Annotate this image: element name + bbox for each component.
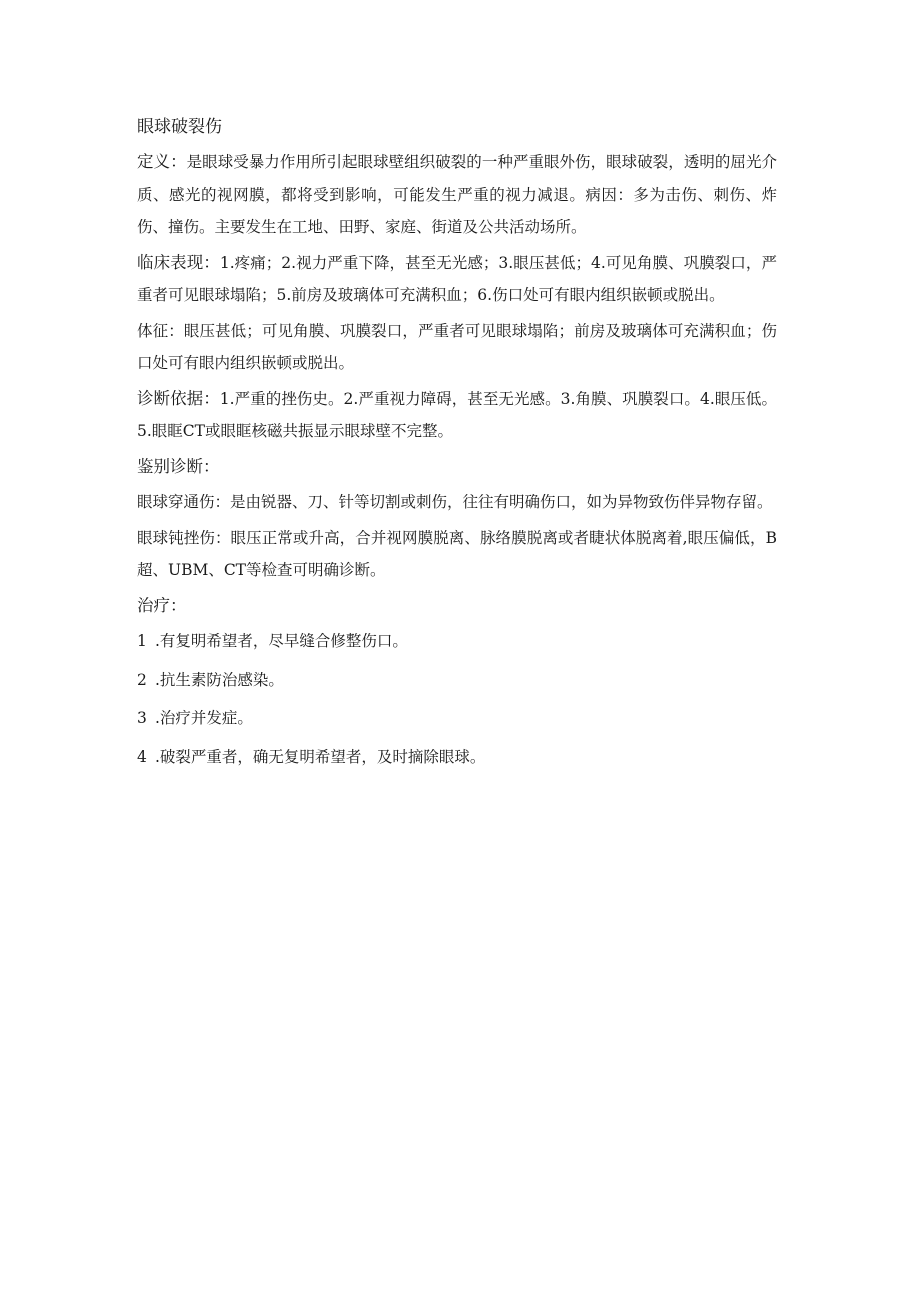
- treatment-item-4: [137, 741, 777, 774]
- treatment-item-1: [137, 625, 777, 658]
- definition-label: 定义：: [137, 152, 187, 171]
- treatment-item-3: [137, 702, 777, 735]
- treatment-item-number: 3: [137, 709, 147, 727]
- differential-item-2: 眼球钝挫伤：眼压正常或升高，合并视网膜脱离、脉络膜脱离或者睫状体脱离着,眼压偏低，B超、UBM、CT等检查可明确诊断。: [137, 528, 777, 579]
- document-title: 眼球破裂伤: [137, 117, 222, 137]
- treatment-item-text: .抗生素防治感染。: [155, 670, 284, 689]
- diagnosis-text: 1.严重的挫伤史。2.严重视力障碍，甚至无光感。3.角膜、巩膜裂口。4.眼压低。5.眼眶CT或眼眶核磁共振显示眼球壁不完整。: [137, 389, 777, 440]
- diagnosis-paragraph: [137, 383, 777, 448]
- diagnosis-label: 诊断依据：: [137, 388, 220, 408]
- clinical-paragraph: [137, 247, 777, 312]
- signs-paragraph: 体征：眼压甚低；可见角膜、巩膜裂口，严重者可见眼球塌陷；前房及玻璃体可充满积血；伤口处可有眼内组织嵌顿或脱出。: [137, 321, 777, 372]
- treatment-item-2: [137, 664, 777, 697]
- definition-paragraph: [137, 146, 777, 244]
- treatment-heading: 治疗：: [137, 595, 187, 615]
- clinical-label: 临床表现：: [137, 252, 220, 272]
- treatment-item-number: 2: [137, 670, 147, 689]
- differential-heading: 鉴别诊断：: [137, 456, 220, 476]
- clinical-text: 1.疼痛；2.视力严重下降，甚至无光感；3.眼压甚低；4.可见角膜、巩膜裂口，严重者可见眼球塌陷；5.前房及玻璃体可充满积血；6.伤口处可有眼内组织嵌顿或脱出。: [137, 253, 777, 304]
- treatment-item-text: .破裂严重者，确无复明希望者，及时摘除眼球。: [155, 747, 486, 766]
- document-page: [137, 114, 777, 779]
- definition-text: 是眼球受暴力作用所引起眼球壁组织破裂的一种严重眼外伤，眼球破裂，透明的屈光介质、感光的视网膜，都将受到影响，可能发生严重的视力减退。病因：多为击伤、刺伤、炸伤、撞伤。主要发生在工地、田野、家庭、街道及公共活动场所。: [137, 153, 778, 236]
- treatment-item-number: 1: [137, 632, 147, 650]
- treatment-item-text: .治疗并发症。: [155, 709, 253, 727]
- treatment-item-number: 4: [137, 747, 147, 766]
- treatment-item-text: .有复明希望者，尽早缝合修整伤口。: [155, 632, 408, 650]
- differential-item-1: 眼球穿通伤：是由锐器、刀、针等切割或刺伤，往往有明确伤口，如为异物致伤伴异物存留。: [137, 493, 773, 511]
